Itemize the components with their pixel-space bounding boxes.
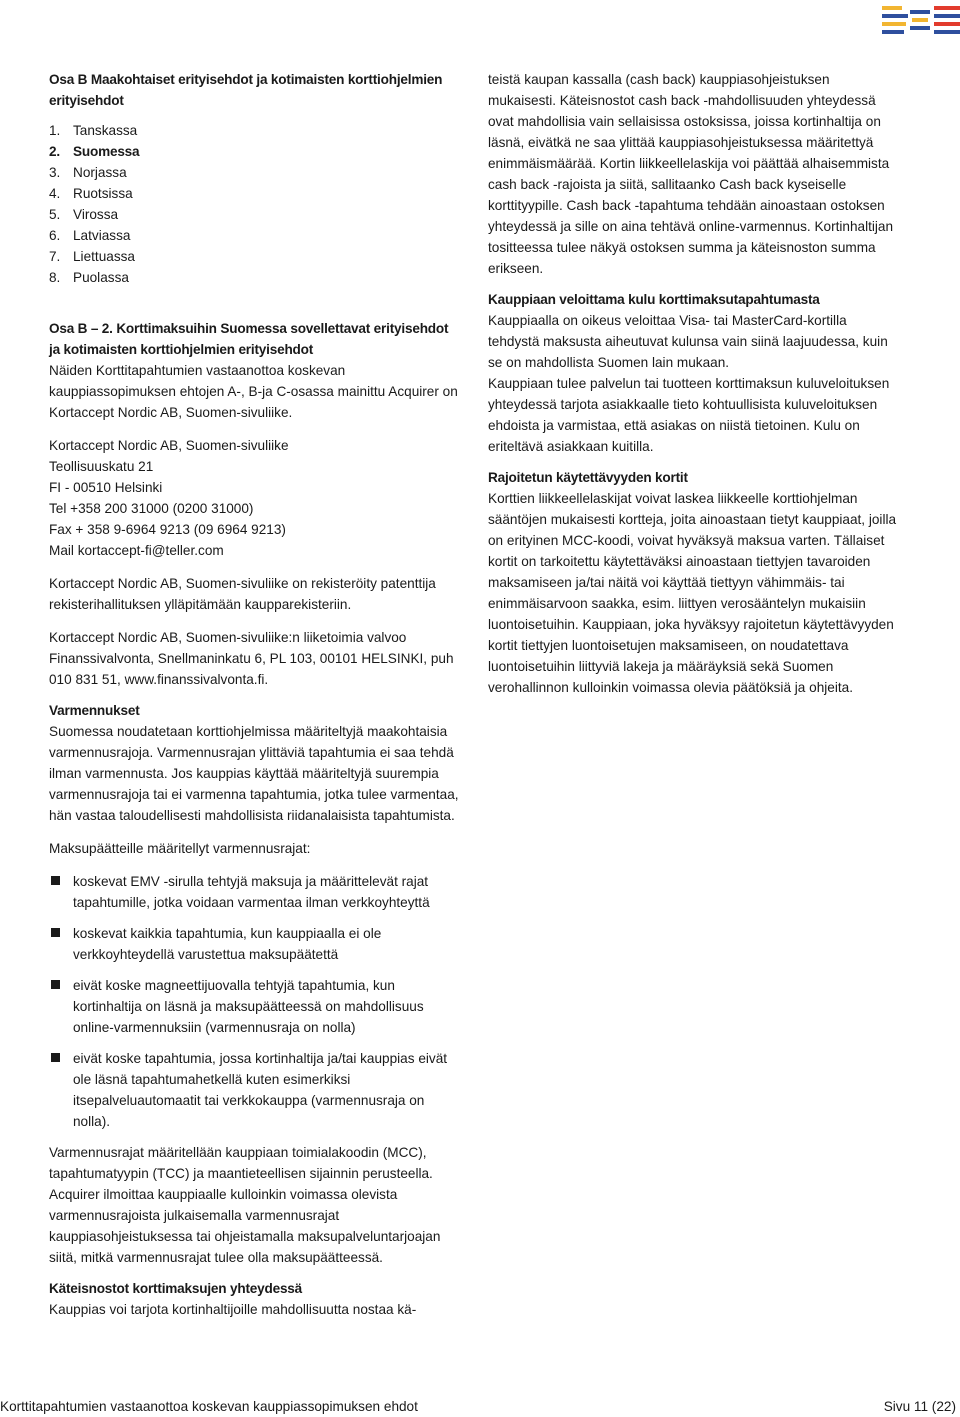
cash-withdrawal-paragraph-cont: teistä kaupan kassalla (cash back) kauppiasohjeistuksen mukaisesti. Käteisnostot cash back -mahdollisuuden yhteydessä ovat mahdollisia vain sellaisissa ostoksissa, joissa kortinhaltija on läsnä, eivätkä ne saa ylittää kauppiasohjeistuksessa määritettyä enimmäismäärää. Kortin liikkeellelaskija voi päättää alhaisemmista cash back -rajoista ja siitä, sallitaanko Cash back kyseiselle korttityypille. Cash back -tapahtuma tehdään ainoastaan ostoksen yhteydessä ja sille on aina tehtävä online-varmennus. Kortinhaltijan tositteessa tulee näkyä ostoksen summa ja käteisnoston summa erikseen. xyxy=(488,72,894,276)
limited-use-cards-heading: Rajoitetun käytettävyyden kortit xyxy=(488,470,688,485)
bullet-icon xyxy=(51,876,60,885)
bullet-icon xyxy=(51,928,60,937)
address-line: Mail kortaccept-fi@teller.com xyxy=(49,543,224,558)
supervision-paragraph: Kortaccept Nordic AB, Suomen-sivuliike:n liiketoimia valvoo Finanssivalvonta, Snellmaninkatu 6, PL 103, 00101 HELSINKI, puh 010 831 51, www.finanssivalvonta.fi. xyxy=(49,630,454,687)
cash-withdrawal-heading: Käteisnostot korttimaksujen yhteydessä xyxy=(49,1281,303,1296)
list-item: koskevat EMV -sirulla tehtyjä maksuja ja määrittelevät rajat tapahtumille, jotka voidaan varmentaa ilman verkkoyhteyttä xyxy=(49,871,459,913)
authorisation-paragraph: Suomessa noudatetaan korttiohjelmissa määriteltyjä maakohtaisia varmennusrajoja. Varmennusrajan ylittäviä tapahtumia ei saa tehdä ilman varmennusta. Jos kauppias käyttää määriteltyjä suurempia varmennusrajoja tai ei varmenna tapahtumia, jotka tulee varmentaa, hän vastaa taloudellisesti mahdollisista riidanalaisista tapahtumista. xyxy=(49,724,459,823)
country-item: 5. Virossa xyxy=(49,207,119,222)
address-line: FI - 00510 Helsinki xyxy=(49,480,163,495)
country-list xyxy=(49,120,459,288)
country-item: 8. Puolassa xyxy=(49,270,129,285)
bullet-icon xyxy=(51,1053,60,1062)
address-block xyxy=(49,435,459,561)
address-line: Teollisuuskatu 21 xyxy=(49,459,154,474)
merchant-fee-paragraph: Kauppiaalla on oikeus veloittaa Visa- tai MasterCard-kortilla tehdystä maksusta aiheutuvat kulunsa vain siinä laajuudessa, kuin se on mahdollista Suomen lain mukaan. xyxy=(488,313,888,370)
footer-title: Korttitapahtumien vastaanottoa koskevan kauppiassopimuksen ehdot xyxy=(0,1399,418,1414)
country-item: 1. Tanskassa xyxy=(49,123,138,138)
left-column xyxy=(49,69,459,1320)
merchant-fee-heading: Kauppiaan veloittama kulu korttimaksutapahtumasta xyxy=(488,292,820,307)
authorisation-heading: Varmennukset xyxy=(49,703,140,718)
registration-paragraph: Kortaccept Nordic AB, Suomen-sivuliike on rekisteröity patenttija rekisterihallituksen ylläpitämään kaupparekisteriin. xyxy=(49,576,436,612)
section-heading-part-b: Osa B Maakohtaiset erityisehdot ja kotimaisten korttiohjelmien erityisehdot xyxy=(49,72,443,108)
address-line: Fax + 358 9-6964 9213 (09 6964 9213) xyxy=(49,522,286,537)
list-item: koskevat kaikkia tapahtumia, kun kauppiaalla ei ole verkkoyhteydellä varustettua maksupäätettä xyxy=(49,923,459,965)
intro-paragraph: Näiden Korttitapahtumien vastaanottoa koskevan kauppiassopimuksen ehtojen A-, B-ja C-osassa mainittu Acquirer on Kortaccept Nordic AB, Suomen-sivuliike. xyxy=(49,363,458,420)
company-logo xyxy=(880,6,960,36)
merchant-fee-paragraph: Kauppiaan tulee palvelun tai tuotteen korttimaksun kuluveloituksen yhteydessä tarjota asiakkaalle tieto kohtuullisista kuluveloituksen ehdoista ja varmistaa, että asiakas on niistä tietoinen. Kulu on eriteltävä asiakkaan kuitilla. xyxy=(488,376,890,454)
country-item: 6. Latviassa xyxy=(49,228,131,243)
limits-paragraph: Varmennusrajat määritellään kauppiaan toimialakoodin (MCC), tapahtumatyypin (TCC) ja maantieteellisen sijainnin perusteella. Acquirer ilmoittaa kauppiaalle kulloinkin voimassa olevista varmennusrajoista julkaisemalla varmennusrajat kauppiasohjeistuksessa tai ohjeistamalla maksupalveluntarjoajan siitä, mitkä varmennusrajat tulee olla maksupäätteessä. xyxy=(49,1145,441,1265)
cash-withdrawal-paragraph-start: Kauppias voi tarjota kortinhaltijoille mahdollisuutta nostaa kä- xyxy=(49,1302,417,1317)
right-column xyxy=(488,69,898,698)
country-item-selected: 2. Suomessa xyxy=(49,144,140,159)
terminal-limits-list xyxy=(49,871,459,1132)
address-line: Tel +358 200 31000 (0200 31000) xyxy=(49,501,254,516)
page-number: Sivu 11 (22) xyxy=(883,1399,956,1414)
address-line: Kortaccept Nordic AB, Suomen-sivuliike xyxy=(49,438,289,453)
list-item: eivät koske tapahtumia, jossa kortinhaltija ja/tai kauppias eivät ole läsnä tapahtumahetkellä kuten esimerkiksi itsepalveluautomaatit tai verkkokauppa (varmennusraja on nolla). xyxy=(49,1048,459,1132)
section-heading-finland: Osa B – 2. Korttimaksuihin Suomessa sovellettavat erityisehdot ja kotimaisten korttiohjelmien erityisehdot xyxy=(49,321,449,357)
bullet-icon xyxy=(51,980,60,989)
list-item: eivät koske magneettijuovalla tehtyjä tapahtumia, kun kortinhaltija on läsnä ja maksupäätteessä on mahdollisuus online-varmennuksiin (varmennusraja on nolla) xyxy=(49,975,459,1038)
limited-use-cards-paragraph: Korttien liikkeellelaskijat voivat laskea liikkeelle korttiohjelman sääntöjen mukaisesti kortteja, joita ainoastaan tietyt kauppiaat, joilla on erityinen MCC-koodi, voivat hyväksyä maksua varten. Tällaiset kortit on tarkoitettu käytettäväksi ainoastaan tiettyjen tavaroiden maksamiseen ja/tai näitä voi käyttää tiettyyn vähimmäis- tai enimmäisarvoon saakka, esim. liittyen verosääntelyn mukaisiin luontoisetuihin. Kauppiaan, joka hyväksyy rajoitetun käytettävyyden kortit tiettyjen luontoisetujen maksamiseen, on noudatettava luontoisetuihin liittyviä lakeja ja määräyksiä sekä Suomen verohallinnon kulloinkin voimassa olevia päätöksiä ja ohjeita. xyxy=(488,491,897,695)
country-item: 4. Ruotsissa xyxy=(49,186,133,201)
terminal-limits-intro: Maksupäätteille määritellyt varmennusrajat: xyxy=(49,841,311,856)
country-item: 3. Norjassa xyxy=(49,165,127,180)
country-item: 7. Liettuassa xyxy=(49,249,135,264)
